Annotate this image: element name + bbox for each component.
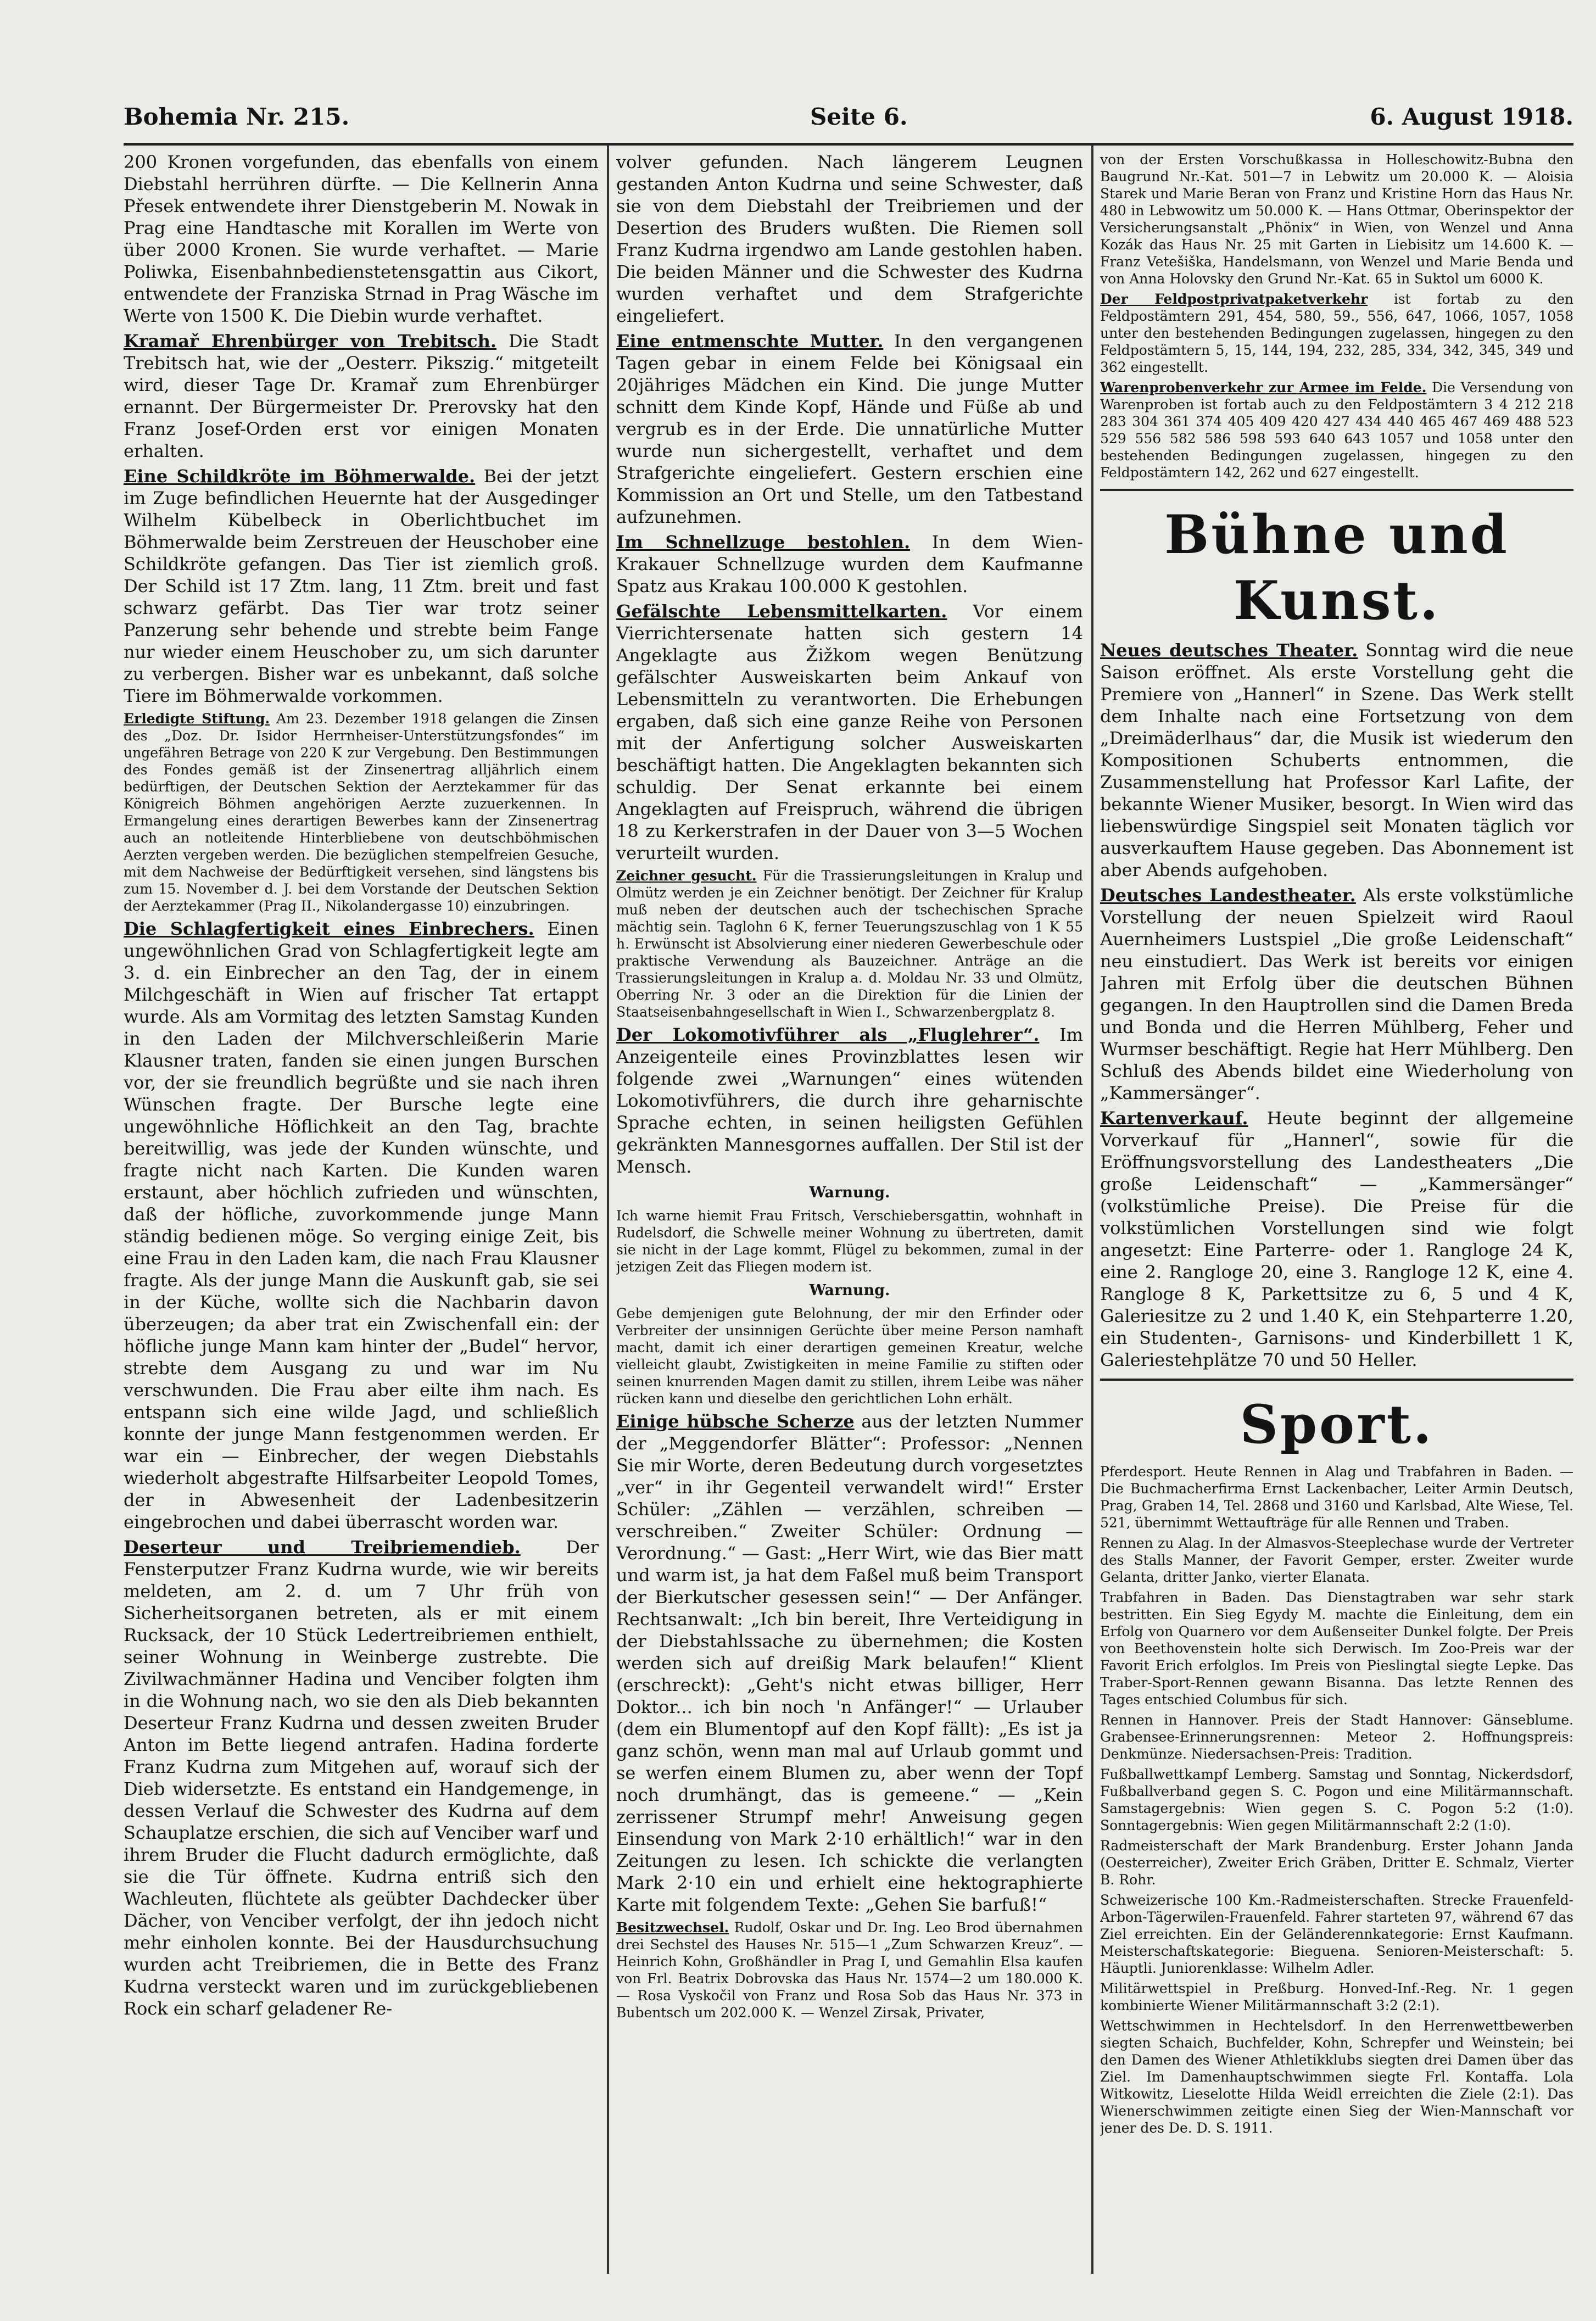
warning-text: Gebe demjenigen gute Belohnung, der mir den Erfinder oder Verbreiter der unsinnigen Gerüchte über meine Person namhaft macht, damit ich einer derartigen gemeinen Kreatur, welche vielleicht glaubt, Zwistigkeiten in meine Familie zu stiften oder seinen knurrenden Magen damit zu stillen, ihrem Leibe was näher rücken kann und dieselbe den gerichtlichen Lohn erhält.	[616, 1305, 1083, 1407]
issue-number: Bohemia Nr. 215.	[124, 103, 350, 130]
article-text: Sonntag wird die neue Saison eröffnet. Als erste Vorstellung geht die Premiere von „Hannerl“ in Szene. Das Werk stellt dem Inhalte nach eine Fortsetzung von dem „Dreimäderlhaus“ dar, die Musik ist wiederum den Kompositionen Schuberts entnommen, die Zusammenstellung hat Professor Karl Lafite, der bekannte Wiener Musiker, besorgt. In Wien wird das liebenswürdige Singspiel seit Monaten täglich vor ausverkauftem Hause gegeben. Das Abonnement ist aber Abends aufgehoben.	[1100, 640, 1573, 880]
sport-text: Militärwettspiel in Preßburg. Honved-Inf.-Reg. Nr. 1 gegen kombinierte Wiener Militärmannschaft 3:2 (2:1).	[1100, 1980, 1573, 2013]
article	[1100, 639, 1573, 881]
article-text: aus der letzten Nummer der „Meggendorfer Blätter“: Professor: „Nennen Sie mir Worte, deren Bedeutung durch vorgesetztes „ver“ in ihr Gegenteil verwandelt wird!“ Erster Schüler: „Zählen — verzählen, schreiben — verschreiben.“ Zweiter Schüler: Ordnung — Verordnung.“ — Gast: „Herr Wirt, wie das Bier matt und warm ist, ja hat dem Faßel muß beim Transport der Bierkutscher gesessen sein!“ — Der Anfänger. Rechtsanwalt: „Ich bin bereit, Ihre Verteidigung in der Diebstahlssache zu übernehmen; die Kosten werden sich auf dreißig Mark belaufen!“ Klient (erschreckt): „Geht's nicht etwas billiger, Herr Doktor... ich bin noch 'n Anfänger!“ — Urlauber (dem ein Blumentopf auf den Kopf fällt): „Es ist ja ganz schön, wenn man mal auf Urlaub gommt und se werfen einem Blumen zu, aber wenn der Topf noch drumhängt, das is gemeene.“ — „Kein zerrissener Strumpf mehr! Anweisung gegen Einsendung von Mark 2·10 erhältlich!“ war in den Zeitungen zu lesen. Ich schickte die verlangten Mark 2·10 ein und erhielt eine hektographierte Karte mit folgendem Texte: „Gehen Sie barfuß!“	[616, 1411, 1083, 1915]
article-heading: Neues deutsches Theater.	[1100, 640, 1358, 661]
page-number: Seite 6.	[810, 103, 908, 130]
column-divider-1	[607, 145, 609, 2274]
article-text: Heute beginnt der allgemeine Vorverkauf für „Hannerl“, sowie für die Eröffnungsvorstellung des Landestheaters „Die große Leidenschaft“ — „Kammersänger“ (volkstümliche Preise). Die Preise für die volkstümlichen Vorstellungen sind wie folgt angesetzt: Eine Parterre- oder 1. Rangloge 24 K, eine 2. Rangloge 20, eine 3. Rangloge 12 K, eine 4. Rangloge 8 K, Parkettsitze zu 6, 5 und 4 K, Galeriesitze zu 2 und 1.40 K, ein Stehparterre 1.20, ein Studenten-, Garnisons- und Kinderbillett 1 K, Galeriestehplätze 70 und 50 Heller.	[1100, 1108, 1573, 1370]
article	[1100, 884, 1573, 1104]
article-text: volver gefunden. Nach längerem Leugnen gestanden Anton Kudrna und seine Schwester, daß sie von dem Diebstahl der Treibriemen und der Desertion des Bruders wußten. Die Riemen soll Franz Kudrna irgendwo am Lande gestohlen haben. Die beiden Männer und die Schwester des Kudrna wurden verhaftet und dem Strafgerichte eingeliefert.	[616, 152, 1083, 326]
article	[124, 330, 599, 462]
article-text: 200 Kronen vorgefunden, das ebenfalls von einem Diebstahl herrühren dürfte. — Die Kellnerin Anna Přesek entwendete ihrer Dienstgeberin M. Nowak in Prag eine Handtasche mit Korallen im Werte von über 2000 Kronen. Sie wurde verhaftet. — Marie Poliwka, Eisenbahnbedienstetensgattin aus Cikort, entwendete der Franziska Strnad in Prag Wäsche im Werte von 1500 K. Die Diebin wurde verhaftet.	[124, 152, 599, 326]
article-text: ist fortab zu den Feldpostämtern 291, 454, 580, 59., 556, 647, 1066, 1057, 1058 unter den bestehenden Bedingungen zugelassen, hingegen zu den Feldpostämtern 5, 15, 144, 194, 232, 285, 334, 342, 345, 349 und 362 eingestellt.	[1100, 291, 1573, 375]
warning-title: Warnung.	[809, 1282, 890, 1299]
article-heading: Kartenverkauf.	[1100, 1108, 1248, 1129]
article	[124, 1536, 599, 2019]
article-heading: Warenprobenverkehr zur Armee im Felde.	[1100, 380, 1427, 395]
column-divider-2	[1091, 145, 1093, 2274]
article-text: Vor einem Vierrichtersenate hatten sich gestern 14 Angeklagte aus Žižkom wegen Benützung gefälschter Ausweiskarten beim Ankauf von Lebensmitteln zu verantworten. Die Erhebungen ergaben, daß sich eine ganze Reihe von Personen mit der Anfertigung solcher Ausweiskarten beschäftigt hatten. Die Angeklagten bekannten sich schuldig. Der Senat erkannte bei einem Angeklagten auf Freispruch, während die übrigen 18 zu Kerkerstrafen in der Dauer von 3—5 Wochen verurteilt wurden.	[616, 601, 1083, 863]
article-text: Im Anzeigenteile eines Provinzblattes lesen wir folgende zwei „Warnungen“ eines wütenden Lokomotivführers, die durch ihre geharnischte Sprache echten, in seinen heiligsten Gefühlen gekränkten Mannesgornes auffallen. Der Stil ist der Mensch.	[616, 1024, 1083, 1177]
article	[1100, 379, 1573, 481]
sport-text: Rennen zu Alag. In der Almasvos-Steeplechase wurde der Vertreter des Stalls Manner, der Favorit Gemper, erster. Zweiter wurde Gelanta, dritter Janko, vierter Elanata.	[1100, 1535, 1573, 1585]
article	[124, 710, 599, 914]
sport-text: Trabfahren in Baden. Das Dienstagtraben war sehr stark bestritten. Ein Sieg Egydy M. machte die Einleitung, dem ein Erfolg von Quarnero vor dem Außenseiter Dunkel folgte. Der Preis von Beethovenstein holte sich Derwisch. Im Zoo-Preis war der Favorit Erich erfolglos. Im Preis von Pieslingtal siegte Lepke. Das Traber-Sport-Rennen gewann Bisanna. Das letzte Rennen des Tages entschied Columbus für sich.	[1100, 1589, 1573, 1708]
article-heading: Deutsches Landestheater.	[1100, 885, 1356, 906]
article-text: In den vergangenen Tagen gebar in einem Felde bei Königsaal ein 20jähriges Mädchen ein Kind. Die junge Mutter schnitt dem Kinde Kopf, Hände und Füße ab und vergrub es in der Erde. Die unnatürliche Mutter wurde nun sichergestellt, verhaftet und dem Strafgerichte eingeliefert. Gestern erschien eine Kommission an Ort und Stelle, um den Tatbestand aufzunehmen.	[616, 331, 1083, 527]
page-header	[124, 99, 1573, 137]
article-heading: Der Feldpostprivatpaketverkehr	[1100, 291, 1368, 307]
article	[124, 465, 599, 707]
section-rule	[1100, 1379, 1573, 1381]
article	[616, 1410, 1083, 1916]
article-text: Bei der jetzt im Zuge befindlichen Heuernte hat der Ausgedinger Wilhelm Kübelbeck in Oberlichtbuchet im Böhmerwalde beim Zerstreuen der Heuschober eine Schildkröte gefangen. Das Tier ist ziemlich groß. Der Schild ist 17 Ztm. lang, 11 Ztm. breit und fast schwarz gefärbt. Das Tier war trotz seiner Panzerung sehr behende und strebte beim Fange nur wieder einem Heuschober zu, um sich darunter zu verbergen. Bisher war es unbekannt, daß solche Tiere im Böhmerwalde vorkommen.	[124, 466, 599, 706]
article-heading: Eine entmenschte Mutter.	[616, 331, 884, 352]
article-heading: Einige hübsche Scherze	[616, 1411, 855, 1432]
section-rule	[1100, 489, 1573, 491]
article	[1100, 291, 1573, 376]
article-heading: Kramař Ehrenbürger von Trebitsch.	[124, 331, 497, 352]
article-heading: Die Schlagfertigkeit eines Einbrechers.	[124, 918, 534, 939]
header-rule	[124, 143, 1573, 146]
article-heading: Eine Schildkröte im Böhmerwalde.	[124, 466, 476, 487]
article-text: Rudolf, Oskar und Dr. Ing. Leo Brod übernahmen drei Sechstel des Hauses Nr. 515—1 „Zum Schwarzen Kreuz“. — Heinrich Kohn, Großhändler in Prag I, und Gemahlin Elsa kaufen von Frl. Beatrix Dobrovska das Haus Nr. 1574—2 um 180.000 K. — Rosa Vyskočil von Franz und Rosa Sob das Haus Nr. 373 in Bubentsch um 202.000 K. — Wenzel Zirsak, Privater,	[616, 1920, 1083, 2021]
column-2	[616, 151, 1083, 2271]
article	[124, 918, 599, 1533]
sport-text: Schweizerische 100 Km.-Radmeisterschaften. Strecke Frauenfeld-Arbon-Tägerwilen-Frauenfeld. Fahrer starteten 97, während 67 das Ziel erreichten. Ein der Geländerennkategorie: Ernst Kaufmann. Meisterschaftskategorie: Bieguena. Senioren-Meisterschaft: 5. Häuptli. Juniorenklasse: Wilhelm Adler.	[1100, 1892, 1573, 1976]
sport-text: Pferdesport. Heute Rennen in Alag und Trabfahren in Baden. — Die Buchmacherfirma Ernst Lackenbacher, Leiter Armin Deutsch, Prag, Graben 14, Tel. 2868 und 3160 und Karlsbad, Alte Wiese, Tel. 521, übernimmt Wettaufträge für alle Rennen und Traben.	[1100, 1464, 1573, 1531]
warning-text: Ich warne hiemit Frau Fritsch, Verschiebersgattin, wohnhaft in Rudelsdorf, die Schwelle meiner Wohnung zu übertreten, damit sie nicht in der Lage kommt, Flügel zu bekommen, zumal in der jetzigen Zeit das Fliegen modern ist.	[616, 1208, 1083, 1275]
article	[616, 600, 1083, 864]
article-text: Die Versendung von Warenproben ist fortab auch zu den Feldpostämtern 3 4 212 218 283 304 361 374 405 409 420 427 434 440 465 467 469 488 523 529 556 582 586 598 593 640 643 1057 und 1058 unter den bestehenden Bedingungen zugelassen, hingegen zu den Feldpostämtern 142, 262 und 627 eingestellt.	[1100, 380, 1573, 481]
article	[616, 531, 1083, 597]
article-heading: Besitzwechsel.	[616, 1920, 729, 1935]
issue-date: 6. August 1918.	[1370, 103, 1573, 130]
article-text: Einen ungewöhnlichen Grad von Schlagfertigkeit legte am 3. d. ein Einbrecher an den Tag, der in einem Milchgeschäft in Wien auf frischer Tat ertappt wurde. Als am Vormitag des letzten Samstag Kunden in den Laden der Milchverschleißerin Marie Klausner traten, fanden sie einen jungen Burschen vor, der sie freundlich begrüßte und sie nach ihren Wünschen fragte. Der Bursche legte eine ungewöhnliche Höflichkeit an den Tag, brachte bereitwillig, was jede der Kunden wünschte, und fragte nicht nach Karten. Die Kunden waren erstaunt, aber höchlich zufrieden und wünschten, daß der höfliche, zuvorkommende junge Mann ständig bedienen möge. So verging einige Zeit, bis eine Frau in den Laden kam, die nach Frau Klausner fragte. Als der junge Mann die Auskunft gab, sie sei in der Küche, wollte sich die Nachbarin davon überzeugen; da aber trat ein Zwischenfall ein: der höfliche junge Mann kam hinter der „Budel“ hervor, strebte dem Ausgang zu und war im Nu verschwunden. Die Frau aber eilte ihm nach. Es entspann sich eine wilde Jagd, und schließlich konnte der junge Mann festgenommen werden. Er war ein — Einbrecher, der wegen Diebstahls wiederholt abgestrafte Hilfsarbeiter Leopold Tomes, der in Abwesenheit der Ladenbesitzerin eingebrochen und dabei überrascht worden war.	[124, 918, 599, 1532]
sport-text: Wettschwimmen in Hechtelsdorf. In den Herrenwettbewerben siegten Schaich, Buchfelder, Kohn, Schrepfer und Weinstein; bei den Damen des Wiener Athletikklubs siegten drei Damen über das Ziel. Im Damenhauptschwimmen siegte Frl. Kontaffa. Lola Witkowitz, Lieselotte Hilda Weidl erreichten die Ziele (2:1). Das Wienerschwimmen zeitigte einen Sieg der Wien-Mannschaft vor jener des De. D. S. 1911.	[1100, 2018, 1573, 2136]
warning-title: Warnung.	[809, 1184, 890, 1201]
article-text: Der Fensterputzer Franz Kudrna wurde, wie wir bereits meldeten, am 2. d. um 7 Uhr früh von Sicherheitsorganen betreten, als er mit einem Rucksack, der 10 Stück Ledertreibriemen enthielt, seiner Wohnung in Weinberge zustrebte. Die Zivilwachmänner Hadina und Venciber folgten ihm in die Wohnung nach, wo sie den als Dieb bekannten Deserteur Franz Kudrna und dessen zweiten Bruder Anton im Bette liegend antrafen. Hadina forderte Franz Kudrna zum Mitgehen auf, worauf sich der Dieb widersetzte. Es entstand ein Handgemenge, in dessen Verlauf die Schwester des Kudrna auf dem Schauplatze erschien, die sich auf Venciber warf und ihrem Bruder die Flucht dadurch ermöglichte, daß sie die Tür öffnete. Kudrna entriß sich den Wachleuten, flüchtete als geübter Dachdecker über Dächer, von Venciber verfolgt, der ihn jedoch nicht mehr einholen konnte. Bei der Hausdurchsuchung wurden acht Treibriemen, die in Bette des Franz Kudrna versteckt waren und im zurückgebliebenen Rock ein scharf geladener Re-	[124, 1537, 599, 2019]
article-heading: Deserteur und Treibriemendieb.	[124, 1537, 521, 1558]
article-heading: Der Lokomotivführer als „Fluglehrer“.	[616, 1024, 1040, 1045]
article-text: In dem Wien-Krakauer Schnellzuge wurden dem Kaufmanne Spatz aus Krakau 100.000 K gestohlen.	[616, 532, 1083, 596]
article-heading: Im Schnellzuge bestohlen.	[616, 532, 911, 553]
column-1	[124, 151, 599, 2271]
section-title-buehne: Bühne und Kunst.	[1164, 504, 1509, 632]
article-heading: Zeichner gesucht.	[616, 868, 757, 884]
article	[616, 1919, 1083, 2021]
newspaper-page	[124, 99, 1573, 2274]
article-text: Als erste volkstümliche Vorstellung der neuen Spielzeit wird Raoul Auernheimers Lustspiel „Die große Leidenschaft“ neu einstudiert. Das Werk ist bereits vor einigen Jahren mit Erfolg über die deutschen Bühnen gegangen. In den Hauptrollen sind die Damen Breda und Bonda und die Herren Mühlberg, Feher und Wurmser beschäftigt. Regie hat Herr Mühlberg. Den Schluß des Abends bildet eine Wiederholung von „Kammersänger“.	[1100, 885, 1573, 1103]
article	[1100, 1107, 1573, 1371]
article-text: Am 23. Dezember 1918 gelangen die Zinsen des „Doz. Dr. Isidor Herrnheiser-Unterstützungsfondes“ im ungefähren Betrage von 220 K zur Vergebung. Den Bestimmungen des Fondes gemäß ist der Zinsenertrag alljährlich einem bedürftigen, der Deutschen Sektion der Aerztekammer für das Königreich Böhmen angehörigen Aerzte zuzuerkennen. In Ermangelung eines derartigen Bewerbes kann der Zinsenertrag auch an notleitende Hinterbliebene von deutschböhmischen Aerzten vergeben werden. Die bezüglichen stempelfreien Gesuche, mit dem Nachweise der Bedürftigkeit versehen, sind längstens bis zum 15. November d. J. bei dem Vorstande der Deutschen Sektion der Aerztekammer (Prag II., Nikolandergasse 10) einzubringen.	[124, 711, 599, 914]
article-text: Für die Trassierungsleitungen in Kralup und Olmütz werden je ein Zeichner benötigt. Der Zeichner für Kralup muß neben der deutschen auch der tschechischen Sprache mächtig sein. Taglohn 6 K, ferner Teuerungszuschlag von 1 K 55 h. Erwünscht ist Absolvierung einer niederen Gewerbeschule oder praktische Verwendung als Bauzeichner. Anträge an die Trassierungsleitungen in Kralup a. d. Moldau Nr. 33 und Olmütz, Oberring Nr. 3 oder an die Direktion für die Linien der Staatseisenbahngesellschaft in Wien I., Schwarzenbergplatz 8.	[616, 868, 1083, 1020]
sport-text: Fußballwettkampf Lemberg. Samstag und Sonntag, Nickerdsdorf, Fußballverband gegen S. C. Pogon und eine Militärmannschaft. Samstagergebnis: Wien gegen S. C. Pogon 5:2 (1:0). Sonntagergebnis: Wien gegen Militärmannschaft 2:2 (1:0).	[1100, 1766, 1573, 1833]
article-text: von der Ersten Vorschußkassa in Holleschowitz-Bubna den Baugrund Nr.-Kat. 501—7 in Lebwitz um 20.000 K. — Aloisia Starek und Marie Beran von Franz und Kristine Horn das Haus Nr. 480 in Lebwowitz um 50.000 K. — Hans Ottmar, Oberinspektor der Versicherungsanstalt „Phönix“ in Wien, von Wenzel und Anna Kozák das Haus Nr. 25 mit Garten in Liebisitz um 14.600 K. — Franz Vetešiška, Handelsmann, von Wenzel und Marie Benda und von Anna Holovsky den Grund Nr.-Kat. 65 in Suktol um 6000 K.	[1100, 152, 1573, 287]
sport-text: Radmeisterschaft der Mark Brandenburg. Erster Johann Janda (Oesterreicher), Zweiter Erich Gräben, Dritter E. Schmalz, Vierter B. Rohr.	[1100, 1838, 1573, 1888]
article-heading: Gefälschte Lebensmittelkarten.	[616, 601, 947, 622]
sport-text: Rennen in Hannover. Preis der Stadt Hannover: Gänseblume. Grabensee-Erinnerungsrennen: Meteor 2. Hoffnungspreis: Denkmünze. Niedersachsen-Preis: Tradition.	[1100, 1712, 1573, 1762]
article-text: Die Stadt Trebitsch hat, wie der „Oesterr. Pikszig.“ mitgeteilt wird, dieser Tage Dr. Kramař zum Ehrenbürger ernannt. Der Bürgermeister Dr. Prerovsky hat den Franz Josef-Orden erst vor einigen Monaten erhalten.	[124, 331, 599, 461]
article	[616, 330, 1083, 528]
article	[616, 1024, 1083, 1178]
article	[616, 867, 1083, 1020]
column-3	[1100, 151, 1573, 2271]
section-title-sport: Sport.	[1240, 1393, 1434, 1455]
article-heading: Erledigte Stiftung.	[124, 711, 270, 727]
